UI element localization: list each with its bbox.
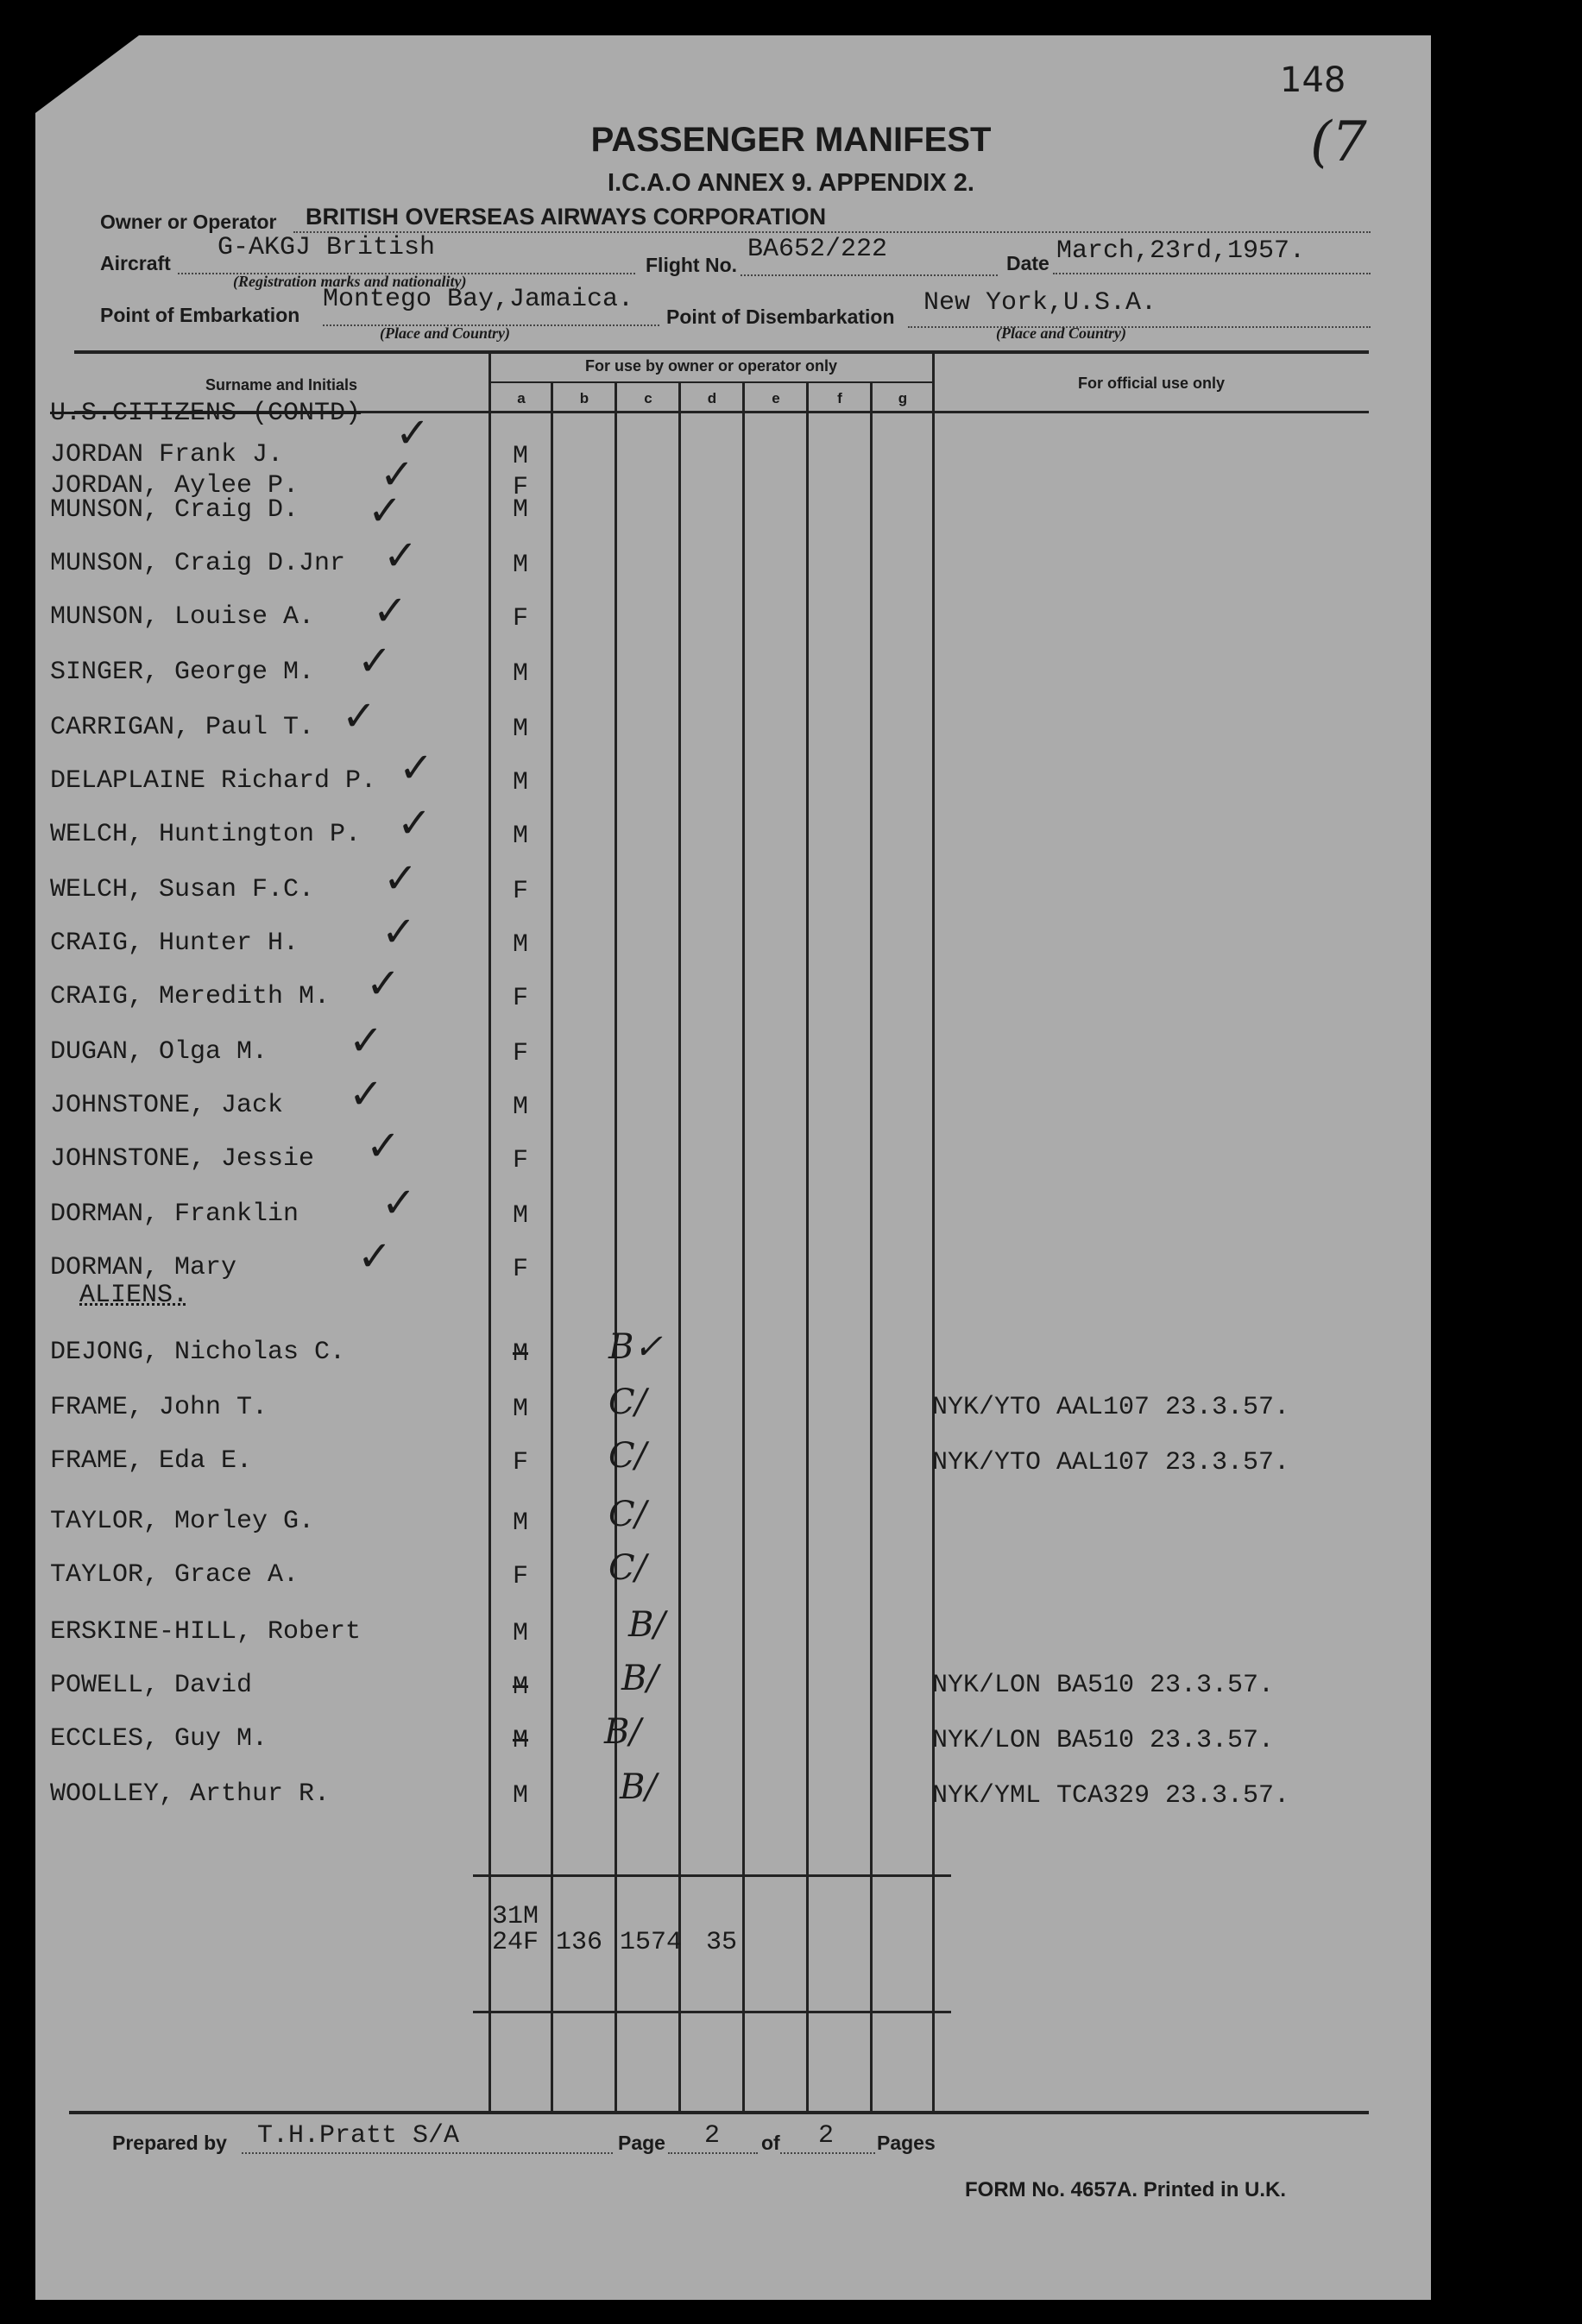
document-subtitle: I.C.A.O ANNEX 9. APPENDIX 2. [608,169,974,197]
passenger-sex: F [513,984,529,1013]
checkmark: ✓ [366,1122,401,1170]
passenger-name: CRAIG, Hunter H. [50,929,299,958]
col-letter-c: c [644,390,652,406]
passenger-sex: M [513,551,529,580]
passenger-name: CARRIGAN, Paul T. [50,713,315,742]
passenger-sex: M [513,495,529,525]
table-bottom-rule [69,2111,1369,2114]
passenger-name: DELAPLAINE Richard P. [50,766,377,796]
owner-value: BRITISH OVERSEAS AIRWAYS CORPORATION [306,204,827,230]
checkmark: ✓ [383,532,419,580]
checkmark: ✓ [349,1017,384,1065]
prepared-value: T.H.Pratt S/A [257,2121,460,2151]
passenger-sex: M [513,1339,529,1369]
class-mark: B/ [620,1767,657,1807]
checkmark: ✓ [357,637,393,685]
col-letter-f: f [837,390,842,406]
passenger-name: DORMAN, Franklin [50,1200,299,1229]
class-mark: B/ [604,1712,641,1752]
checkmark: ✓ [342,692,377,740]
passenger-sex: F [513,1255,529,1284]
passenger-sex: M [513,822,529,851]
passenger-name: MUNSON, Louise A. [50,602,315,632]
embark-note: (Place and Country) [380,324,510,342]
disembark-value: New York,U.S.A. [923,288,1157,318]
checkmark: ✓ [380,450,415,499]
checkmark: ✓ [397,799,432,847]
flight-line [741,274,998,276]
passenger-sex: M [513,930,529,960]
col-letter-d: d [707,390,717,406]
passenger-name: TAYLOR, Morley G. [50,1507,315,1536]
embark-value: Montego Bay,Jamaica. [323,285,634,314]
aircraft-label: Aircraft [100,252,171,274]
flight-value: BA652/222 [747,235,888,264]
passenger-name: WOOLLEY, Arthur R. [50,1779,331,1809]
owner-label: Owner or Operator [100,211,277,233]
checkmark: ✓ [349,1070,384,1118]
owner-line [293,231,1371,233]
of-value: 2 [818,2121,835,2151]
class-mark: B/ [628,1605,665,1645]
checkmark: ✓ [373,587,408,635]
passenger-name: DORMAN, Mary [50,1253,237,1282]
passenger-sex: M [513,715,529,744]
corner-mark: (7 [1310,110,1367,174]
checkmark: ✓ [357,1232,393,1281]
page-number: 148 [1280,60,1346,100]
section-aliens: ALIENS. [79,1281,189,1310]
checkmark: ✓ [395,409,431,457]
passenger-name: JORDAN Frank J. [50,440,284,469]
passenger-name: DEJONG, Nicholas C. [50,1338,346,1367]
class-mark: C/ [608,1495,647,1534]
class-mark: C/ [608,1436,647,1476]
flight-label: Flight No. [646,254,738,276]
passenger-name: JOHNSTONE, Jack [50,1091,284,1120]
disembark-note: (Place and Country) [996,324,1126,342]
date-line [1053,273,1371,274]
passenger-sex: M [513,442,529,471]
date-label: Date [1006,252,1049,274]
passenger-name: ERSKINE-HILL, Robert [50,1617,362,1647]
torn-corner [35,35,139,113]
passenger-name: POWELL, David [50,1671,253,1700]
passenger-name: DUGAN, Olga M. [50,1037,268,1067]
passenger-name: ECCLES, Guy M. [50,1724,268,1754]
col-header-owner-use: For use by owner or operator only [584,357,838,375]
table-top-rule [74,350,1369,354]
passenger-sex: M [513,1672,529,1702]
of-label: of [761,2132,780,2154]
passenger-name: JORDAN, Aylee P. [50,471,299,501]
owner-use-rule [490,381,934,383]
passenger-sex: F [513,604,529,633]
passenger-sex: M [513,1093,529,1122]
passenger-sex: M [513,1508,529,1538]
class-mark: C/ [608,1548,647,1588]
col-divider-c [615,383,617,2111]
col-divider-d [678,383,681,2111]
col-divider-a [488,354,491,2111]
col-letter-e: e [772,390,780,406]
passenger-sex: M [513,768,529,797]
passenger-sex: F [513,877,529,906]
passenger-sex: M [513,659,529,689]
col-divider-g [870,383,873,2111]
passenger-name: WELCH, Huntington P. [50,820,362,849]
total-c: 1574 [620,1928,683,1957]
page-line [668,2152,758,2154]
passenger-name: MUNSON, Craig D. [50,495,299,525]
passenger-sex: M [513,1201,529,1231]
of-line [780,2152,875,2154]
class-mark: B✓ [608,1327,663,1367]
passenger-sex: F [513,1562,529,1591]
checkmark: ✓ [399,744,434,792]
embark-label: Point of Embarkation [100,304,300,326]
pages-label: Pages [877,2132,936,2154]
official-note: NYK/LON BA510 23.3.57. [932,1671,1275,1700]
official-note: NYK/YTO AAL107 23.3.57. [932,1393,1290,1422]
form-number: FORM No. 4657A. Printed in U.K. [965,2178,1287,2201]
total-b: 136 [556,1928,603,1957]
passenger-name: JOHNSTONE, Jessie [50,1144,315,1174]
totals-bottom-rule [473,2011,951,2013]
class-mark: C/ [608,1382,647,1422]
aircraft-value: G-AKGJ British [217,233,436,262]
section-us-citizens: U.S.CITIZENS (CONTD) [50,399,362,428]
col-divider-e [742,383,745,2111]
passenger-name: MUNSON, Craig D.Jnr [50,549,346,578]
passenger-sex: F [513,1039,529,1068]
col-letter-g: g [898,390,908,406]
col-divider-b [551,383,553,2111]
passenger-name: FRAME, John T. [50,1393,268,1422]
total-females: 24F [492,1928,539,1957]
date-value: March,23rd,1957. [1056,236,1306,266]
col-letter-a: a [517,390,526,406]
passenger-name: WELCH, Susan F.C. [50,875,315,904]
passenger-name: CRAIG, Meredith M. [50,982,331,1011]
prepared-label: Prepared by [112,2132,227,2154]
passenger-name: FRAME, Eda E. [50,1446,253,1476]
passenger-sex: F [513,1146,529,1175]
passenger-sex: M [513,1395,529,1424]
page-label: Page [618,2132,665,2154]
checkmark: ✓ [368,487,403,535]
document-title: PASSENGER MANIFEST [590,121,992,159]
passenger-sex: M [513,1619,529,1648]
passenger-name: SINGER, George M. [50,658,315,687]
official-note: NYK/LON BA510 23.3.57. [932,1726,1275,1755]
total-males: 31M [492,1902,539,1931]
total-d: 35 [706,1928,738,1957]
aircraft-note: (Registration marks and nationality) [233,273,467,290]
col-divider-official [932,354,935,2111]
official-note: NYK/YTO AAL107 23.3.57. [932,1448,1290,1477]
prepared-line [242,2152,613,2154]
disembark-line [908,326,1371,328]
checkmark: ✓ [381,908,417,956]
passenger-sex: M [513,1781,529,1811]
passenger-sex: F [513,473,529,502]
disembark-label: Point of Disembarkation [666,305,895,328]
col-header-official: For official use only [1077,375,1226,392]
page-value: 2 [704,2121,721,2151]
col-divider-f [806,383,809,2111]
class-mark: B/ [621,1659,659,1698]
col-header-surname: Surname and Initials [205,376,358,394]
checkmark: ✓ [366,960,401,1008]
totals-top-rule [473,1874,951,1877]
passenger-sex: F [513,1448,529,1477]
col-letter-b: b [579,390,589,406]
checkmark: ✓ [383,854,419,903]
passenger-sex: M [513,1726,529,1755]
checkmark: ✓ [381,1179,417,1227]
official-note: NYK/YML TCA329 23.3.57. [932,1781,1290,1811]
passenger-name: TAYLOR, Grace A. [50,1560,299,1590]
